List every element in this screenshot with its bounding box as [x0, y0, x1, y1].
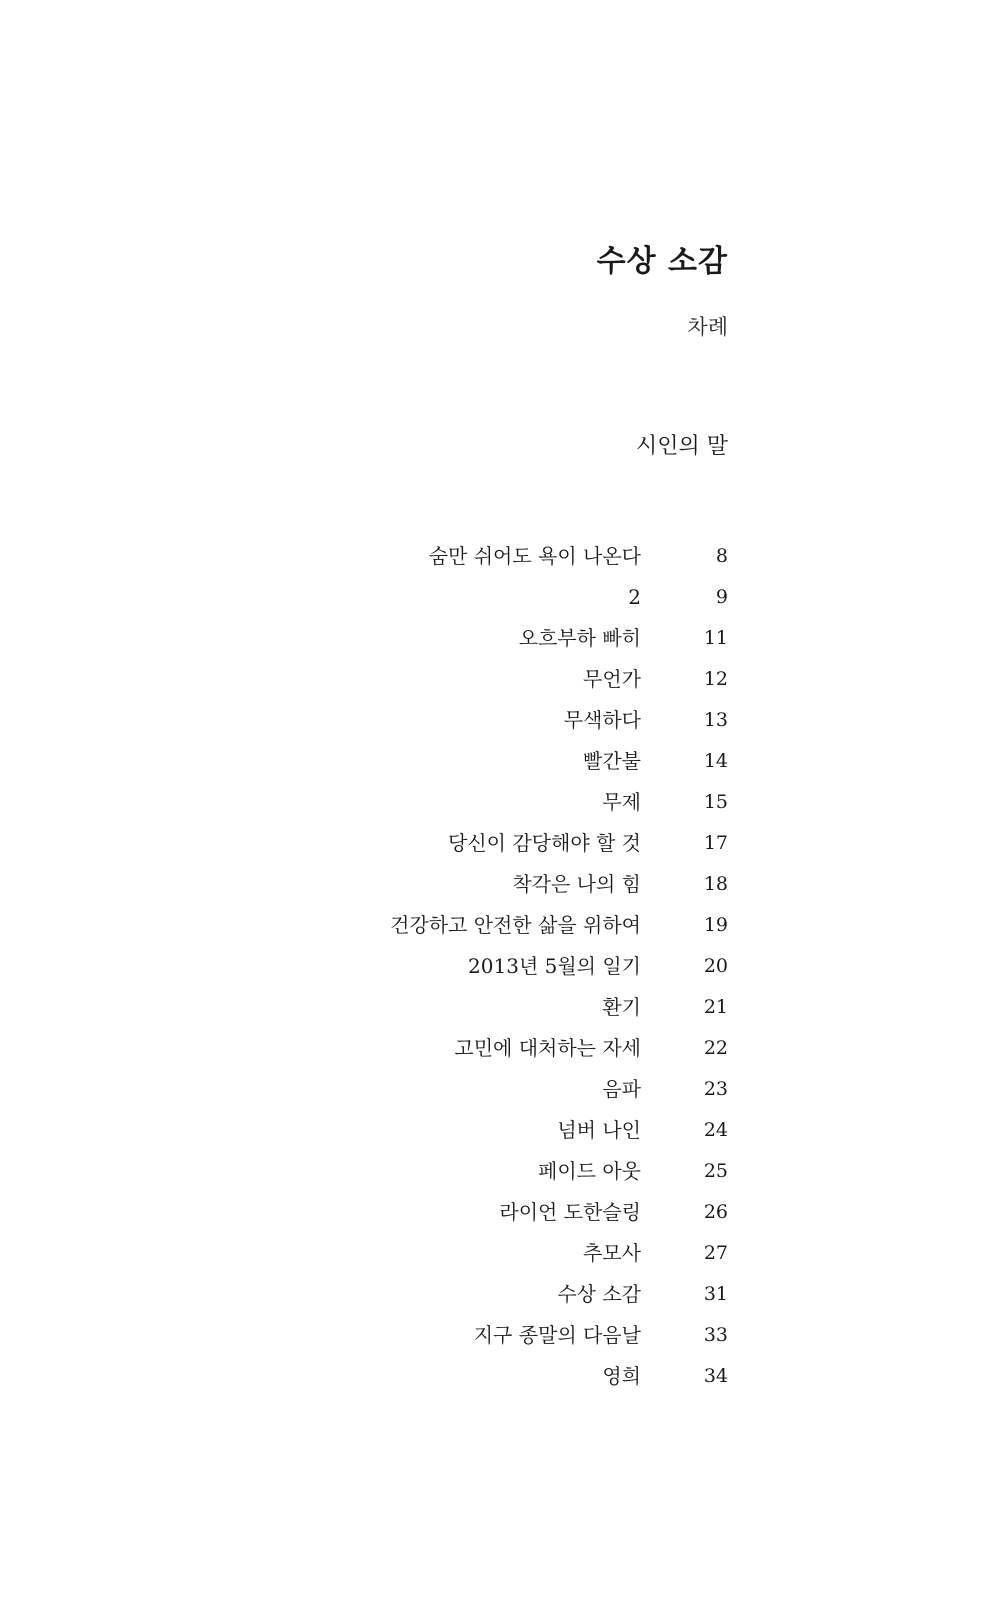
toc-entry-page: 15 [703, 791, 728, 813]
toc-entry-page: 31 [703, 1283, 728, 1305]
toc-entry-title: 영희 [602, 1364, 641, 1388]
toc-entry [0, 953, 1000, 994]
toc-entry-page: 13 [703, 709, 728, 731]
toc-entry-title: 무제 [602, 790, 641, 814]
toc-entry-page: 27 [703, 1242, 728, 1264]
toc-entry [0, 707, 1000, 748]
toc-entry [0, 994, 1000, 1035]
toc-entry-page: 18 [703, 873, 728, 895]
toc-entry-page: 12 [703, 668, 728, 690]
toc-entry [0, 871, 1000, 912]
toc-entry-page: 22 [703, 1037, 728, 1059]
toc-entry-page: 17 [703, 832, 728, 854]
toc-entry [0, 625, 1000, 666]
toc-entry-title: 숨만 쉬어도 욕이 나온다 [428, 544, 641, 568]
toc-entry [0, 912, 1000, 953]
toc-entry-title: 당신이 감당해야 할 것 [448, 831, 641, 855]
toc-entry [0, 1199, 1000, 1240]
toc-entry-page: 21 [703, 996, 728, 1018]
toc-entry-title: 페이드 아웃 [538, 1159, 641, 1183]
toc-entry-title: 추모사 [583, 1241, 641, 1265]
toc-entry [0, 1117, 1000, 1158]
toc-entry-page: 26 [703, 1201, 728, 1223]
toc-entry-title: 빨간불 [583, 749, 641, 773]
toc-entry-title: 2013년 5월의 일기 [468, 954, 641, 978]
toc-entry-title: 고민에 대처하는 자세 [454, 1036, 641, 1060]
toc-entry [0, 543, 1000, 584]
toc-entry-title: 환기 [602, 995, 641, 1019]
toc-entry-page: 9 [715, 586, 728, 608]
toc-entry-title: 수상 소감 [557, 1282, 641, 1306]
toc-entry-title: 무언가 [583, 667, 641, 691]
toc-entry-page: 24 [703, 1119, 728, 1141]
toc-entry-title: 2 [628, 585, 641, 609]
toc-entry [0, 1035, 1000, 1076]
toc-entry [0, 1281, 1000, 1322]
toc-entry [0, 666, 1000, 707]
toc-list [0, 543, 1000, 1404]
toc-entry-page: 23 [703, 1078, 728, 1100]
toc-entry-title: 음파 [602, 1077, 641, 1101]
toc-entry-page: 14 [703, 750, 728, 772]
toc-entry-page: 11 [703, 627, 728, 649]
toc-entry-title: 라이언 도한슬링 [499, 1200, 641, 1224]
toc-preface-entry: 시인의 말 [635, 434, 728, 459]
toc-entry-title: 오흐부하 빠히 [518, 626, 641, 650]
toc-entry-title: 지구 종말의 다음날 [473, 1323, 641, 1347]
toc-entry-page: 8 [715, 545, 728, 567]
toc-entry-title: 무색하다 [563, 708, 641, 732]
toc-entry-title: 넘버 나인 [557, 1118, 641, 1142]
toc-entry-page: 34 [703, 1365, 728, 1387]
toc-entry-title: 건강하고 안전한 삶을 위하여 [390, 913, 641, 937]
toc-entry [0, 748, 1000, 789]
toc-entry [0, 830, 1000, 871]
book-title: 수상 소감 [596, 244, 728, 279]
toc-entry [0, 584, 1000, 625]
toc-entry-page: 33 [703, 1324, 728, 1346]
toc-entry [0, 789, 1000, 830]
toc-entry-page: 25 [703, 1160, 728, 1182]
toc-heading: 차례 [687, 315, 728, 339]
toc-entry-page: 19 [703, 914, 728, 936]
toc-entry [0, 1076, 1000, 1117]
toc-entry [0, 1240, 1000, 1281]
toc-entry-page: 20 [703, 955, 728, 977]
toc-entry [0, 1363, 1000, 1404]
toc-entry [0, 1322, 1000, 1363]
toc-entry [0, 1158, 1000, 1199]
toc-entry-title: 착각은 나의 힘 [512, 872, 641, 896]
